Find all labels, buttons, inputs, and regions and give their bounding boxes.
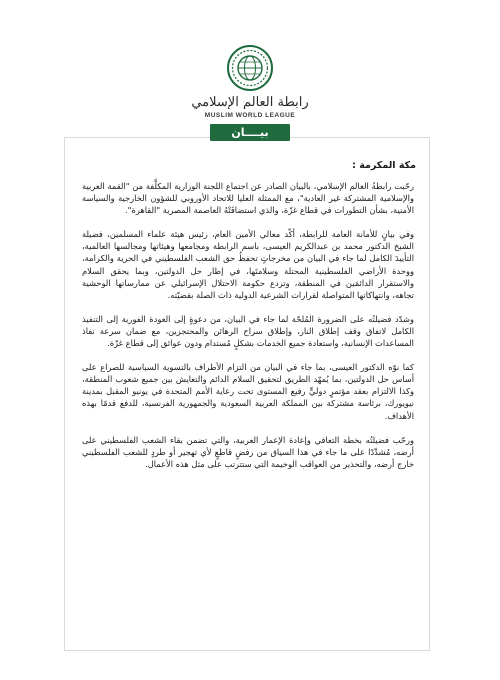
statement-body: [82, 180, 414, 470]
paragraph-5: ورحّب فضيلتُه بخطة التعافي وإعادة الإعمار العربية، والتي تضمن بقاء الشعب الفلسطيني على أرضه، مُشدِّدًا على ما جاء في هذا السياق من رفضٍ قاطعٍ لأي تهجير أو طردٍ للشعب الفلسطيني خارج أرضه، والتحذير من العواقب الوخيمة التي ستترتب على مثل هذه الأعمال.: [82, 434, 414, 469]
paragraph-3: وشدّد فضيلتُه على الضرورة المُلحّة لما جاء في البيان، من دعوةٍ إلى العودة الفورية إلى التنفيذ الكامل لاتفاق وقف إطلاق النار، وإطلاق سراح الرهائن والمحتجزين، مع ضمان سرعة نفاذ المساعدات الإنسانية، واستعادة جميع الخدمات بشكلٍ مُستدام ودون عوائق إلى قطاع غزّة.: [82, 313, 414, 349]
organization-name-english: MUSLIM WORLD LEAGUE: [204, 112, 296, 119]
statement-badge: بيــــان: [210, 124, 290, 141]
globe-emblem-icon: [226, 44, 274, 92]
paragraph-1: رحّبت رابطةُ العالم الإسلامي، بالبيان الصادر عن اجتماع اللجنة الوزارية المكلَّفة من "القمة العربية والإسلامية المشتركة غير العادية"، مع الممثلة العليا للاتحاد الأوروبي للشؤون الخارجية والسياسة الأمنية، بشأن التطورات في قطاع غزّة، والذي استضافَتْهُ العاصمة المصرية "القاهرة".: [82, 181, 414, 216]
paragraph-2: وفي بيانٍ للأمانة العامة للرابطة، أكّد معالي الأمين العام، رئيس هيئة علماء المسلمين، فضيلة الشيخ الدكتور محمد بن عبدالكريم العيسى، باسم الرابطة ومجامعها وهيئاتها ومجالسها العالمية، التأييدَ الكامل لما جاء في البيان من مخرجاتٍ تحفظُ حق الشعب الفلسطيني في الحرية والكرامة، ووحدة الأراضي الفلسطينية المحتلة وسلامتَها، في إطار حل الدولتين، وبما يحقق السلام والاستقرار الدائمَين في المنطقة، وتردع حكومة الاحتلال الإسرائيلي عن ممارساتها الوحشية تجاهه، وانتهاكاتها المتواصلة لقرارات الشرعية الدولية ذات الصلة بقضيّته.: [82, 229, 414, 300]
dateline: مكة المكرمة :: [352, 160, 416, 171]
paragraph-4: كما نوّه الدكتور العيسى، بما جاء في البيان من التزام الأطراف بالتسوية السياسية للصراع على أساس حل الدولتين، بما يُمهّد الطريق لتحقيق السلام الدائم والتعايش بين جميع شعوب المنطقة، وكذا الالتزام بعقد مؤتمرٍ دوليٍّ رفيع المستوى تحت رعاية الأمم المتحدة في يونيو المقبل بمدينة نيويورك، برئاسة مشتركة بين المملكة العربية السعودية والجمهورية الفرنسية، للدفع قدمًا بهذه الأهداف.: [82, 362, 414, 421]
organization-name-arabic: رابطة العالم الإسلامي: [191, 95, 309, 110]
